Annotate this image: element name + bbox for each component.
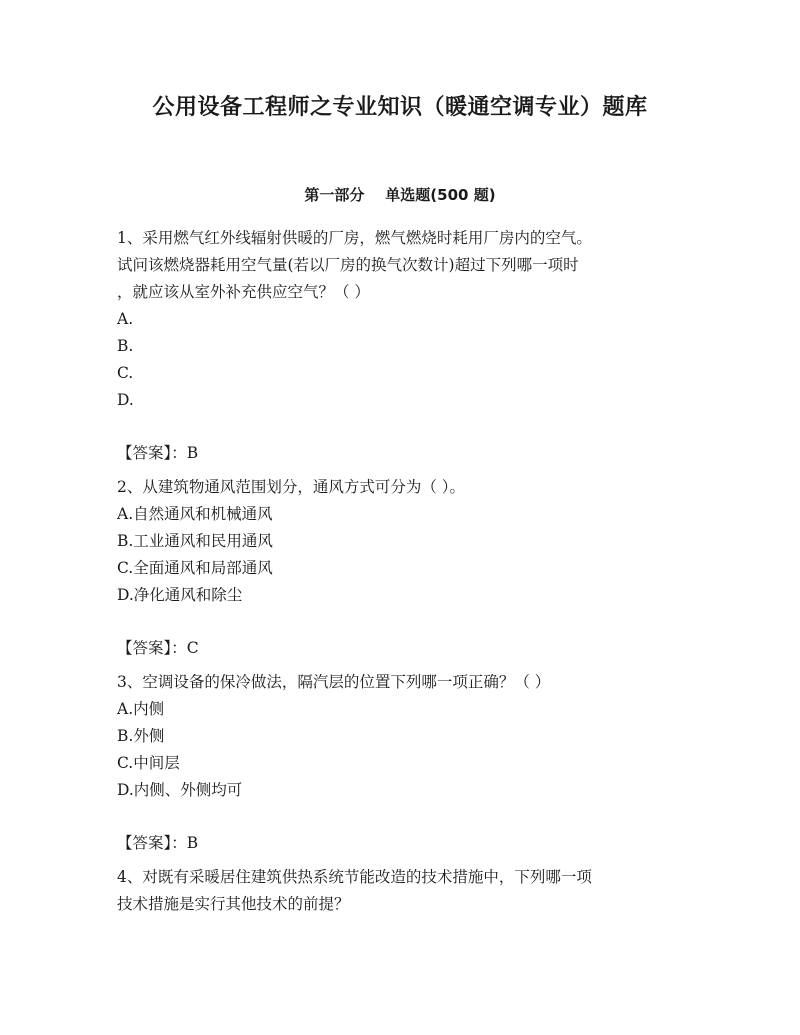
question-item — [117, 225, 687, 467]
document-title: 公用设备工程师之专业知识（暖通空调专业）题库 — [152, 95, 648, 120]
question-stem-line: 试问该燃烧器耗用空气量(若以厂房的换气次数计)超过下列哪一项时 — [117, 256, 579, 274]
option-a: A.内侧 — [117, 700, 165, 718]
option-a: A. — [117, 310, 134, 328]
answer-line: 【答案】：B — [117, 444, 199, 462]
question-stem-line: 2、从建筑物通风范围划分，通风方式可分为（ ）。 — [117, 478, 466, 496]
answer-line: 【答案】：C — [117, 639, 199, 657]
option-d: D.净化通风和除尘 — [117, 586, 243, 604]
question-item — [117, 474, 687, 662]
option-b: B.工业通风和民用通风 — [117, 532, 273, 550]
question-stem-line: 4、对既有采暖居住建筑供热系统节能改造的技术措施中，下列哪一项 — [117, 868, 592, 886]
option-d: D. — [117, 391, 134, 409]
question-list — [117, 225, 687, 918]
option-d: D.内侧、外侧均可 — [117, 781, 243, 799]
option-b: B.外侧 — [117, 727, 165, 745]
question-item — [117, 669, 687, 857]
option-c: C. — [117, 364, 134, 382]
question-stem-line: ，就应该从室外补充供应空气？（ ） — [117, 283, 370, 301]
option-a: A.自然通风和机械通风 — [117, 505, 273, 523]
question-item — [117, 864, 687, 918]
question-stem-line: 3、空调设备的保冷做法，隔汽层的位置下列哪一项正确？（ ） — [117, 673, 551, 691]
question-stem-line: 1、采用燃气红外线辐射供暖的厂房，燃气燃烧时耗用厂房内的空气。 — [117, 229, 592, 247]
question-stem-line: 技术措施是实行其他技术的前提？ — [117, 895, 350, 913]
section-title: 第一部分 单选题(500 题) — [304, 186, 496, 204]
option-c: C.全面通风和局部通风 — [117, 559, 273, 577]
option-c: C.中间层 — [117, 754, 180, 772]
option-b: B. — [117, 337, 134, 355]
answer-line: 【答案】：B — [117, 834, 199, 852]
